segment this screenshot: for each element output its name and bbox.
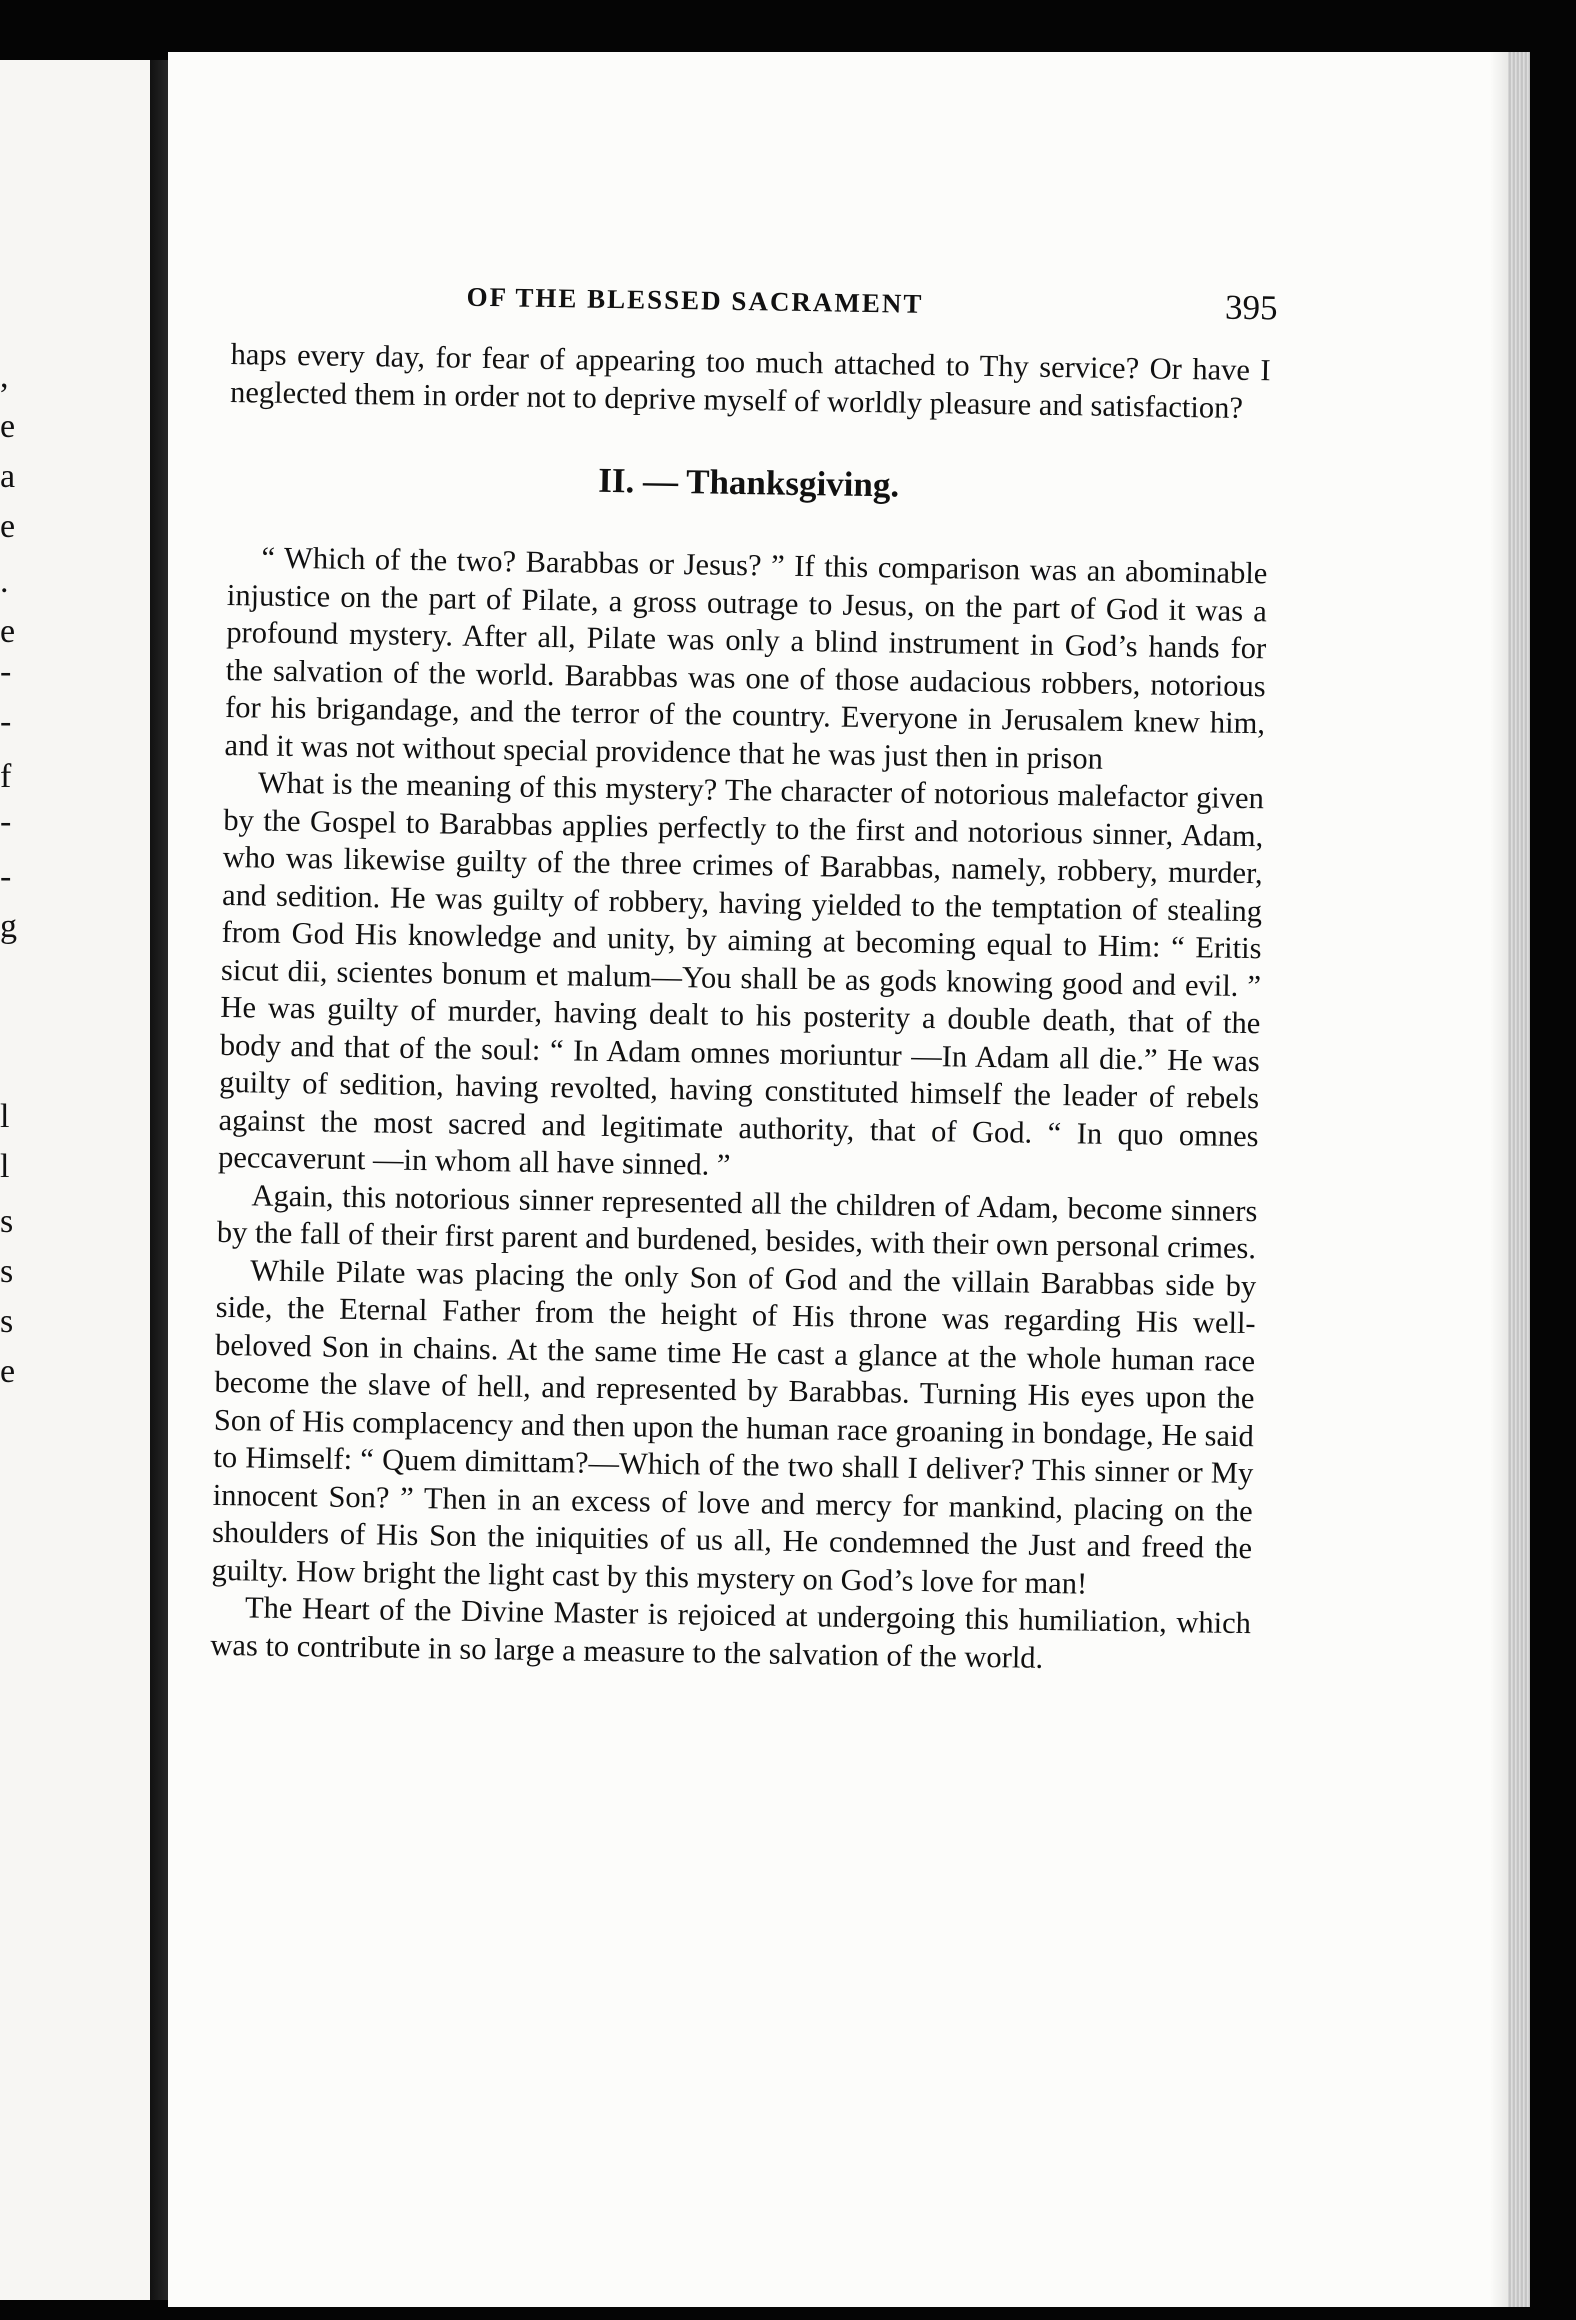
facing-page-char: g (0, 908, 17, 945)
facing-page-char: e (0, 613, 16, 650)
facing-page-char: a (0, 458, 16, 495)
facing-page-char: s (0, 1203, 14, 1240)
section-heading: II. — Thanksgiving. (598, 460, 900, 505)
facing-page-char: s (0, 1303, 14, 1340)
facing-page-char: , (0, 358, 9, 395)
paragraph: The Heart of the Divine Master is rejoiced at undergoing this humiliation, which was to contribute in so large a measure to the salvation of the world. (210, 1590, 1252, 1675)
paragraph: While Pilate was placing the only Son of God and the villain Barabbas side by side, the Eternal Father from the height of His throne was regarding His well-beloved Son in chains. At the same time He cast a glance at the whole human race become the slave of hell, and represented by Barabbas. Turning His eyes upon the Son of His complacency and then upon the human race groaning in bondage, He said to Himself: “ Quem dimittam?—Which of the two shall I deliver? This sinner or My innocent Son? ” Then in an excess of love and mercy for mankind, placing on the shoulders of His Son the iniquities of us all, He condemned the Just and freed the guilty. How bright the light cast by this mystery on God’s love for man! (211, 1252, 1257, 1601)
paragraph: What is the meaning of this mystery? The character of notorious malefactor given by the Gospel to Barabbas applies perfectly to the first and notorious sinner, Adam, who was likewise guilty of the three crimes of Barabbas, namely, robbery, murder, and sedition. He was guilty of robbery, having yielded to the temptation of stealing from God His knowledge and unity, by aiming at becoming equal to Him: “ Eritis sicut dii, scientes bonum et malum—You shall be as gods knowing good and evil. ” He was guilty of murder, having dealt to his posterity a double death, that of the body and that of the soul: “ In Adam omnes moriuntur —In Adam all die.” He was guilty of sedition, having revolted, having constituted himself the leader of rebels against the most sacred and legitimate authority, that of God. “ In quo omnes peccaverunt —in whom all have sinned. ” (217, 765, 1265, 1182)
facing-page-edge (0, 60, 153, 2300)
facing-page-char: - (0, 703, 12, 740)
facing-page-char: e (0, 508, 16, 545)
running-title: OF THE BLESSED SACRAMENT (466, 281, 924, 319)
page-number: 395 (1224, 287, 1278, 328)
facing-page-char: - (0, 858, 12, 895)
paragraph: haps every day, for fear of appearing too much attached to Thy service? Or have I neglected them in order not to deprive myself of worldly pleasure and satisfaction? (229, 336, 1271, 425)
book-gutter (150, 60, 170, 2300)
facing-page-char: - (0, 803, 12, 840)
facing-page-char: s (0, 1253, 14, 1290)
facing-page-char: f (0, 758, 12, 795)
facing-page-char: l (0, 1098, 10, 1135)
page-edge-stack (1508, 52, 1530, 2307)
facing-page-char: . (0, 563, 9, 600)
page-text-block (210, 272, 1278, 1680)
facing-page-char: e (0, 408, 16, 445)
facing-page-char: - (0, 653, 12, 690)
paragraph: Again, this notorious sinner represented all the children of Adam, become sinners by the fall of their first parent and burdened, besides, with their own personal crimes. (216, 1177, 1258, 1266)
paragraph: “ Which of the two? Barabbas or Jesus? ” If this comparison was an abominable injustice on the part of Pilate, a gross outrage to Jesus, on the part of God it was a profound mystery. After all, Pilate was only a blind instrument in God’s hands for the salvation of the world. Barabbas was one of those audacious robbers, notorious for his brigandage, and the terror of the country. Everyone in Jerusalem knew him, and it was not without special providence that he was just then in prison (224, 540, 1268, 776)
facing-page-char: l (0, 1148, 10, 1185)
page-shading (1490, 52, 1508, 2307)
facing-page-char: e (0, 1353, 16, 1390)
